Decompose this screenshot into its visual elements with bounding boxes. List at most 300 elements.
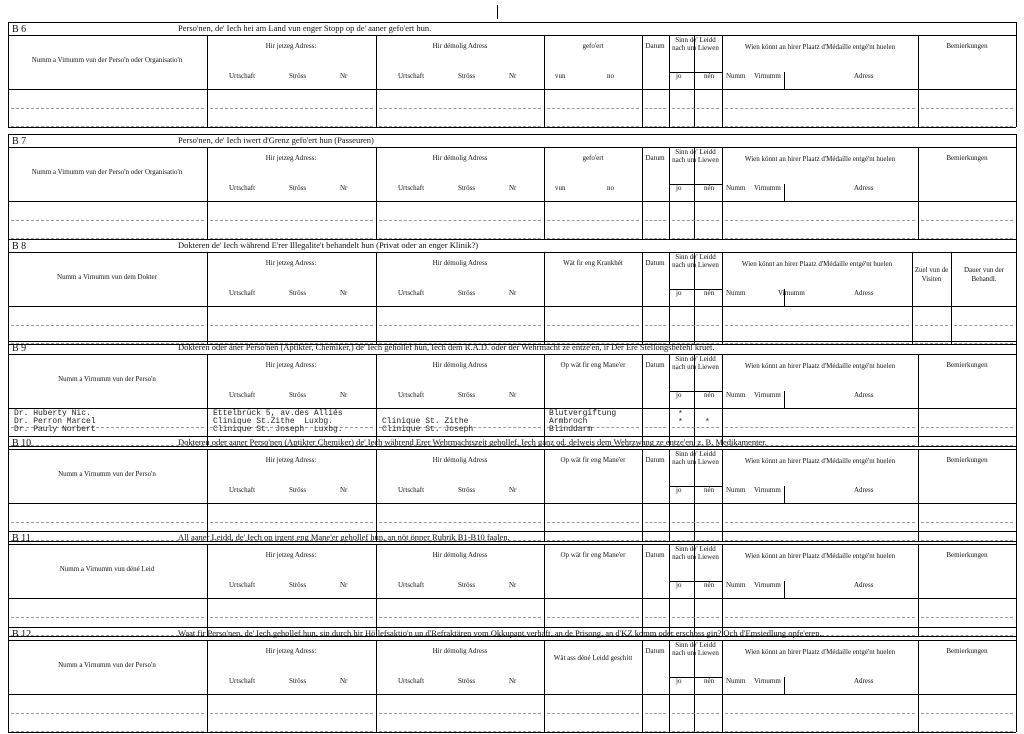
number-subheader: Nr: [340, 581, 348, 589]
to-subheader: no: [607, 184, 614, 192]
current-address-header: Hir jetzeg Adress:: [265, 551, 317, 559]
entry-line: [921, 617, 1013, 618]
medal-subdivider: [784, 391, 785, 408]
medal-firstname-subheader: Virnumm: [754, 677, 781, 685]
column-divider: [376, 640, 377, 732]
section-top-rule: [8, 22, 1016, 23]
column-divider: [207, 147, 208, 239]
entry-line: [645, 126, 666, 127]
former-address-header: Hir démolig Adress: [432, 154, 488, 162]
entry-line: [210, 522, 373, 523]
medal-subdivider: [784, 581, 785, 598]
entry-line: [11, 220, 204, 221]
b9-former-addresses: Clinique St. Zithe Clinique St. Joseph: [382, 417, 474, 434]
entry-line: [210, 220, 373, 221]
medal-firstname-subheader: Virnumm: [754, 391, 781, 399]
medal-firstname-subheader: Virnumm: [754, 72, 781, 80]
right-border: [1016, 341, 1017, 446]
entry-line: [915, 325, 948, 326]
entry-line: [921, 445, 1013, 446]
entry-line: [921, 635, 1013, 636]
treatment-duration-header: Dauer vun der Behandl.: [963, 266, 1005, 283]
left-border: [8, 341, 9, 446]
entry-line: [547, 540, 639, 541]
number-subheader: Nr: [340, 289, 348, 297]
entry-line: [210, 731, 373, 732]
entry-line: [725, 325, 909, 326]
column-divider: [376, 147, 377, 239]
entry-line: [645, 522, 666, 523]
date-header: Datum: [645, 551, 665, 559]
from-subheader: vun: [555, 184, 566, 192]
number-subheader: Nr: [509, 677, 517, 685]
entry-line: [210, 713, 373, 714]
date-header: Datum: [645, 361, 665, 369]
entry-line: [11, 731, 204, 732]
medal-subdivider: [784, 184, 785, 201]
town-subheader: Urtschaft: [229, 184, 256, 192]
medal-firstname-subheader: Virnumm: [754, 486, 781, 494]
right-border: [1016, 134, 1017, 239]
remarks-header: Bemierkungen: [946, 647, 988, 655]
b9-alive-no-mark: *: [705, 418, 710, 427]
section-code: B 8: [12, 241, 27, 252]
right-border: [1016, 22, 1017, 127]
entry-line: [921, 522, 1013, 523]
entry-line: [915, 343, 948, 344]
left-border: [8, 531, 9, 636]
column-divider: [722, 544, 723, 636]
transported-header: gefo'ert: [582, 42, 604, 50]
header-top-rule: [8, 544, 1016, 545]
alive-header: Sinn de' Leidd nach um Liewen: [672, 545, 719, 561]
entry-line: [672, 617, 719, 618]
street-subheader: Ströss: [458, 72, 476, 80]
entry-line: [11, 617, 204, 618]
header-top-rule: [8, 449, 1016, 450]
current-address-header: Hir jetzeg Adress:: [265, 154, 317, 162]
entry-line: [921, 731, 1013, 732]
remarks-header: Bemierkungen: [946, 42, 988, 50]
current-address-header: Hir jetzeg Adress:: [265, 42, 317, 50]
entry-line: [547, 126, 639, 127]
entry-line: [645, 220, 666, 221]
town-subheader: Urtschaft: [229, 486, 256, 494]
medal-name-subheader: Numm: [726, 677, 746, 685]
yes-subheader: jo: [676, 72, 682, 80]
entry-line: [672, 108, 719, 109]
b9-manner-entries: Blutvergiftung Armbroch Blinddarm: [549, 409, 617, 434]
top-tick: [497, 5, 498, 19]
entry-line: [672, 540, 719, 541]
medal-address-subheader: Adress: [854, 184, 874, 192]
yes-subheader: jo: [676, 184, 682, 192]
medal-firstname-subheader: Virnumm: [754, 581, 781, 589]
medal-header: Wien könnt an hirer Plaatz d'Médaille entgé'nt huelen: [744, 155, 896, 163]
town-subheader: Urtschaft: [229, 581, 256, 589]
medal-header: Wien könnt an hirer Plaatz d'Médaille entgé'nt huelen: [741, 260, 893, 268]
street-subheader: Ströss: [289, 289, 307, 297]
medal-name-subheader: Numm: [726, 184, 746, 192]
section-title: Dokteren de' Iech während E'rer Illegalite't behandelt hun (Privat oder an enger Klinik?): [178, 240, 479, 250]
entry-line: [725, 126, 915, 127]
former-address-header: Hir démolig Adress: [432, 42, 488, 50]
section-bottom-rule: [8, 127, 1016, 128]
header-bottom-rule: [8, 306, 1016, 307]
date-header: Datum: [645, 42, 665, 50]
section-bottom-rule: [8, 732, 1016, 733]
column-divider: [207, 640, 208, 732]
manner-header: Op wät fir eng Mane'er: [560, 551, 626, 559]
column-divider: [544, 147, 545, 239]
entry-line: [11, 713, 204, 714]
column-divider: [722, 640, 723, 732]
column-divider: [722, 35, 723, 127]
medal-address-subheader: Adress: [854, 72, 874, 80]
yes-subheader: jo: [676, 581, 682, 589]
section-code: B 7: [12, 136, 27, 147]
no-subheader: nén: [704, 391, 715, 399]
entry-line: [547, 220, 639, 221]
yes-subheader: jo: [676, 486, 682, 494]
medal-address-subheader: Adress: [854, 486, 874, 494]
header-top-rule: [8, 147, 1016, 148]
right-border: [1016, 627, 1017, 732]
entry-line: [725, 731, 915, 732]
no-subheader: nén: [704, 581, 715, 589]
number-subheader: Nr: [340, 677, 348, 685]
entry-line: [921, 713, 1013, 714]
entry-line: [645, 108, 666, 109]
column-divider: [544, 35, 545, 127]
entry-line: [379, 617, 541, 618]
column-divider: [376, 544, 377, 636]
street-subheader: Ströss: [289, 184, 307, 192]
entry-line: [672, 731, 719, 732]
b9-person-names: Dr. Huberty Nic. Dr. Perron Marcel Dr. Pauly Norbert: [14, 409, 96, 434]
header-top-rule: [8, 35, 1016, 36]
header-top-rule: [8, 252, 1016, 253]
medal-header: Wien könnt an hirer Plaatz d'Médaille entgé'nt huelen: [744, 362, 896, 370]
manner-header: Wät fir eng Krankhét: [563, 259, 623, 267]
entry-line: [921, 220, 1013, 221]
entry-line: [11, 635, 204, 636]
entry-line: [725, 540, 915, 541]
date-header: Datum: [645, 154, 665, 162]
entry-line: [547, 108, 639, 109]
header-bottom-rule: [8, 503, 1016, 504]
current-address-header: Hir jetzeg Adress:: [265, 647, 317, 655]
town-subheader: Urtschaft: [398, 677, 425, 685]
remarks-header: Bemierkungen: [946, 456, 988, 464]
number-subheader: Nr: [340, 486, 348, 494]
what-happened-header: Wät ass déné Leidd geschitt: [553, 654, 633, 662]
column-divider: [722, 252, 723, 344]
number-subheader: Nr: [509, 184, 517, 192]
column-divider: [207, 35, 208, 127]
right-border: [1016, 436, 1017, 541]
column-divider: [376, 35, 377, 127]
left-border: [8, 436, 9, 541]
section-title: Dokteren oder aaner Perso'nen (Aptikter Chemiker) de' Iech während Erer Wehrmachtszeit gehollef, Iech ganz od. delweis dem Wehrzwang ze entze'en, z. B. Medikamenter.: [178, 437, 767, 447]
street-subheader: Ströss: [289, 391, 307, 399]
street-subheader: Ströss: [289, 677, 307, 685]
header-bottom-rule: [8, 89, 1016, 90]
entry-line: [379, 108, 541, 109]
entry-line: [725, 220, 915, 221]
former-address-header: Hir démolig Adress: [432, 456, 488, 464]
entry-line: [672, 427, 719, 428]
town-subheader: Urtschaft: [229, 391, 256, 399]
town-subheader: Urtschaft: [229, 289, 256, 297]
alive-header: Sinn de' Leidd nach um Liewen: [672, 253, 719, 269]
alive-header: Sinn de' Leidd nach um Liewen: [672, 148, 719, 164]
entry-line: [379, 220, 541, 221]
town-subheader: Urtschaft: [229, 677, 256, 685]
no-subheader: nén: [704, 486, 715, 494]
entry-line: [379, 713, 541, 714]
header-top-rule: [8, 354, 1016, 355]
former-address-header: Hir démolig Adress: [432, 647, 488, 655]
name-column-header: Numm a Virnumm vun der Perso'n: [58, 470, 156, 478]
name-column-header: Numm a Virnumm vun der Perso'n: [58, 661, 156, 669]
entry-line: [11, 325, 204, 326]
entry-line: [672, 220, 719, 221]
medal-subdivider: [784, 677, 785, 694]
column-divider: [207, 354, 208, 446]
no-subheader: nén: [704, 184, 715, 192]
entry-line: [210, 325, 373, 326]
remarks-header: Bemierkungen: [946, 154, 988, 162]
medal-name-subheader: Numm: [726, 289, 746, 297]
street-subheader: Ströss: [289, 581, 307, 589]
section-top-rule: [8, 134, 1016, 135]
manner-header: Op wät fir eng Mane'er: [560, 361, 626, 369]
name-column-header: Numm a Virnumm vun déné Leid: [59, 565, 155, 573]
alive-header: Sinn de' Leidd nach um Liewen: [672, 641, 719, 657]
section-code: B 12: [12, 629, 32, 640]
section-title: Perso'nen, de' Iech hei am Land vun enger Stopp op de' aaner gefo'ert hun.: [178, 23, 432, 33]
street-subheader: Ströss: [458, 289, 476, 297]
right-border: [1016, 531, 1017, 636]
entry-line: [210, 126, 373, 127]
street-subheader: Ströss: [458, 486, 476, 494]
to-subheader: no: [607, 72, 614, 80]
town-subheader: Urtschaft: [398, 581, 425, 589]
section-top-rule: [8, 239, 1016, 240]
entry-line: [645, 325, 666, 326]
left-border: [8, 627, 9, 732]
column-divider: [376, 449, 377, 541]
entry-line: [645, 617, 666, 618]
name-column-header: Numm a Vimumm vun der Perso'n oder Organisatio'n: [31, 56, 183, 64]
header-top-rule: [8, 640, 1016, 641]
section-title: Perso'nen, de' Iech iwert d'Grenz gefo'ert hun (Passeuren): [178, 135, 374, 145]
alive-header: Sinn de' Leidd nach um Liewen: [672, 36, 719, 52]
medal-subdivider: [784, 486, 785, 503]
section-code: B 6: [12, 24, 27, 35]
entry-line: [547, 731, 639, 732]
alive-header: Sinn de' Leidd nach um Liewen: [672, 450, 719, 466]
column-divider: [722, 147, 723, 239]
right-border: [1016, 239, 1017, 344]
medal-header: Wien könnt an hirer Plaatz d'Médaille entgé'nt huelen: [744, 552, 896, 560]
entry-line: [725, 108, 915, 109]
no-subheader: nén: [704, 677, 715, 685]
medal-header: Wien könnt an hirer Plaatz d'Médaille entgé'nt huelen: [744, 457, 896, 465]
entry-line: [379, 126, 541, 127]
town-subheader: Urtschaft: [398, 72, 425, 80]
entry-line: [547, 713, 639, 714]
entry-line: [954, 343, 1013, 344]
medal-address-subheader: Adress: [854, 289, 874, 297]
entry-line: [921, 427, 1013, 428]
current-address-header: Hir jetzeg Adress:: [265, 456, 317, 464]
manner-header: Op wät fir eng Mane'er: [560, 456, 626, 464]
b9-alive-yes-marks: * *: [678, 410, 683, 427]
street-subheader: Ströss: [458, 581, 476, 589]
section-title: Waat fir Perso'nen, de' Iech gehollef hun, sin durch hir Höllefsaktio'n un d'Refraktären vom Okkupant verhaft, an de Prisong, an d'KZ komm oder erschoss gin? Och d'Emsiedlung opfe'eren.: [178, 628, 822, 638]
number-subheader: Nr: [340, 391, 348, 399]
current-address-header: Hir jetzeg Adress:: [265, 259, 317, 267]
entry-line: [547, 617, 639, 618]
section-title: Dokteren oder äner Perso'nen (Aptikter, Chemiker,) de' Iech gehollef hun, Iech dem R.A.D. oder der Wehrmacht ze entze'en, ir Der Ere Stellongsbefehl kruet.: [178, 342, 715, 352]
street-subheader: Ströss: [458, 184, 476, 192]
street-subheader: Ströss: [458, 391, 476, 399]
entry-line: [547, 522, 639, 523]
section-code: B 11: [12, 533, 31, 544]
medal-name-subheader: Numm: [726, 72, 746, 80]
column-divider: [544, 640, 545, 732]
medal-header: Wien könnt an hirer Plaatz d'Médaille entgé'nt huelen: [744, 648, 896, 656]
left-border: [8, 22, 9, 127]
remarks-header: Bemierkungen: [946, 551, 988, 559]
entry-line: [672, 522, 719, 523]
current-address-header: Hir jetzeg Adress:: [265, 361, 317, 369]
medal-firstname-subheader: Virnumm: [754, 184, 781, 192]
town-subheader: Urtschaft: [398, 486, 425, 494]
entry-line: [379, 325, 541, 326]
header-bottom-rule: [8, 408, 1016, 409]
entry-line: [725, 427, 915, 428]
date-header: Datum: [645, 456, 665, 464]
entry-line: [11, 108, 204, 109]
street-subheader: Ströss: [289, 486, 307, 494]
entry-line: [921, 126, 1013, 127]
yes-subheader: jo: [676, 289, 682, 297]
town-subheader: Urtschaft: [398, 391, 425, 399]
entry-line: [379, 731, 541, 732]
alive-header: Sinn de' Leidd nach um Liewen: [672, 355, 719, 371]
entry-line: [725, 617, 915, 618]
medal-name-subheader: Numm: [726, 391, 746, 399]
town-subheader: Urtschaft: [229, 72, 256, 80]
entry-line: [645, 731, 666, 732]
entry-line: [921, 540, 1013, 541]
transported-header: gefo'ert: [582, 154, 604, 162]
visits-header: Zuel vun de Visiten: [914, 266, 949, 283]
entry-line: [725, 713, 915, 714]
street-subheader: Ströss: [458, 677, 476, 685]
date-header: Datum: [645, 647, 665, 655]
former-address-header: Hir démolig Adress: [432, 551, 488, 559]
medal-firstname-subheader: Virnumm: [778, 289, 805, 297]
former-address-header: Hir démolig Adress: [432, 259, 488, 267]
number-subheader: Nr: [340, 184, 348, 192]
entry-line: [11, 540, 204, 541]
entry-line: [11, 522, 204, 523]
column-divider: [722, 354, 723, 446]
town-subheader: Urtschaft: [398, 289, 425, 297]
medal-name-subheader: Numm: [726, 581, 746, 589]
header-bottom-rule: [8, 201, 1016, 202]
entry-line: [954, 325, 1013, 326]
left-border: [8, 134, 9, 239]
entry-line: [921, 108, 1013, 109]
left-border: [8, 239, 9, 344]
date-header: Datum: [645, 259, 665, 267]
column-divider: [722, 449, 723, 541]
medal-address-subheader: Adress: [854, 677, 874, 685]
name-column-header: Numm a Virnumm vun der Perso'n: [58, 375, 156, 383]
entry-line: [11, 445, 204, 446]
header-bottom-rule: [8, 598, 1016, 599]
section-bottom-rule: [8, 541, 1016, 542]
name-column-header: Numm a Vimumm vun der Perso'n oder Organisatio'n: [31, 168, 183, 176]
section-top-rule: [8, 531, 1016, 532]
street-subheader: Ströss: [289, 72, 307, 80]
column-divider: [376, 354, 377, 446]
entry-line: [725, 522, 915, 523]
entry-line: [645, 540, 666, 541]
no-subheader: nén: [704, 289, 715, 297]
header-bottom-rule: [8, 694, 1016, 695]
number-subheader: Nr: [509, 486, 517, 494]
entry-line: [210, 617, 373, 618]
yes-subheader: jo: [676, 391, 682, 399]
entry-line: [547, 325, 639, 326]
entry-line: [11, 126, 204, 127]
b9-current-addresses: Ettelbrück 5, av.des Alliés Clinique St.Zithe Luxbg. Clinique St. Joseph Luxbg.: [213, 409, 343, 434]
entry-line: [672, 325, 719, 326]
medal-address-subheader: Adress: [854, 581, 874, 589]
entry-line: [645, 713, 666, 714]
no-subheader: nén: [704, 72, 715, 80]
column-divider: [376, 252, 377, 344]
entry-line: [725, 343, 909, 344]
number-subheader: Nr: [509, 72, 517, 80]
entry-line: [379, 522, 541, 523]
remarks-header: Bemierkungen: [946, 361, 988, 369]
entry-line: [672, 713, 719, 714]
entry-line: [672, 126, 719, 127]
section-title: All aaner Leidd, de' Iech op irgent eng Mane'er gehollef hun, an nöt önner Rubrik B1-B10 faalen.: [178, 532, 510, 542]
former-address-header: Hir démolig Adress: [432, 361, 488, 369]
entry-line: [645, 427, 666, 428]
entry-line: [210, 108, 373, 109]
from-subheader: vun: [555, 72, 566, 80]
number-subheader: Nr: [340, 72, 348, 80]
section-code: B 9: [12, 343, 27, 354]
name-column-header: Numm a Virnumm vun dem Dokter: [57, 273, 157, 281]
medal-name-subheader: Numm: [726, 486, 746, 494]
number-subheader: Nr: [509, 289, 517, 297]
number-subheader: Nr: [509, 391, 517, 399]
column-divider: [951, 252, 952, 344]
town-subheader: Urtschaft: [398, 184, 425, 192]
medal-subdivider: [784, 72, 785, 89]
entry-line: [11, 343, 204, 344]
